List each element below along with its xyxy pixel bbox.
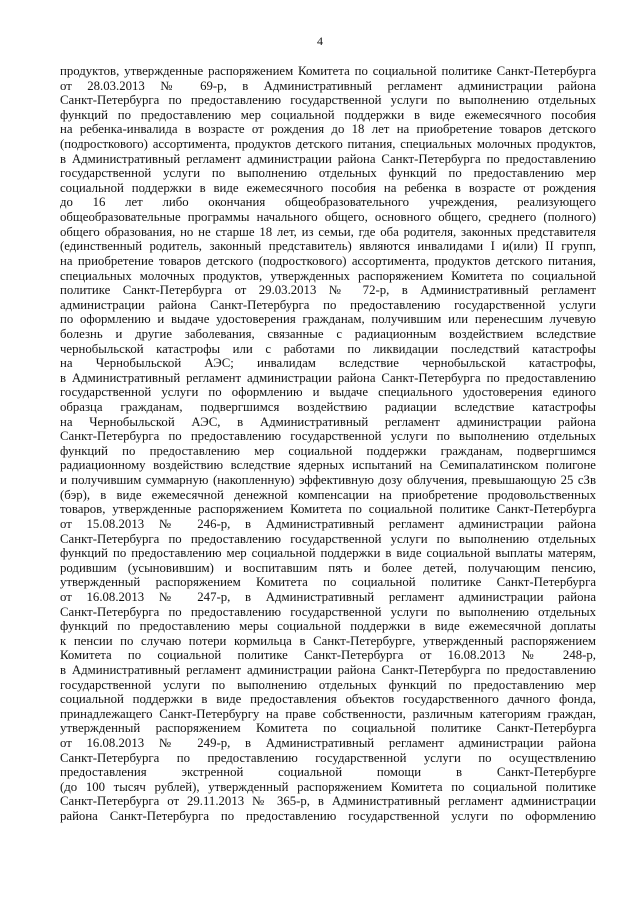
text-line: от 15.08.2013 № 246-р, в Административный регламент администрации района (60, 516, 596, 531)
text-line: (бэр), в виде ежемесячной денежной компенсации на приобретение продовольственных (60, 487, 596, 502)
text-line: на Чернобыльской АЭС; инвалидам вследствие чернобыльской катастрофы, (60, 356, 596, 371)
text-line: государственной услуги по оформлению и выдаче специального удостоверения единого (60, 385, 596, 400)
text-line: социальной поддержки в виде предоставления объектов государственного дачного фонда, (60, 692, 596, 707)
text-line: функций по предоставлению меры социальной поддержки в виде ежемесячной доплаты (60, 619, 596, 634)
text-line: и получившим суммарную (накопленную) эффективную дозу облучения, превышающую 25 сЗв (60, 473, 596, 488)
text-line: Комитета по социальной политике Санкт-Петербурга от 16.08.2013 № 248-р, (60, 648, 596, 663)
text-line: функций по предоставлению мер социальной поддержки в виде ежемесячного пособия (60, 107, 596, 122)
body-text (60, 64, 596, 824)
text-line: от 28.03.2013 № 69-р, в Административный регламент администрации района (60, 78, 596, 93)
page-number: 4 (317, 34, 323, 48)
text-line: предоставления экстренной социальной помощи в Санкт-Петербурге (60, 765, 596, 780)
text-line: специальных молочных продуктов, утвержденных распоряжением Комитета по социальной (60, 268, 596, 283)
text-line: родившим (усыновившим) и воспитавшим пять и более детей, получающим пенсию, (60, 560, 596, 575)
text-line: (до 100 тысяч рублей), утвержденный распоряжением Комитета по социальной политике (60, 779, 596, 794)
text-line: администрации района Санкт-Петербурга по предоставлению государственной услуги (60, 297, 596, 312)
text-line: на приобретение товаров детского (подросткового) ассортимента, продуктов детского питания, (60, 253, 596, 268)
text-line: продуктов, утвержденные распоряжением Комитета по социальной политике Санкт-Петербурга (60, 64, 596, 78)
text-line: по оформлению и выдаче удостоверения гражданам, получившим или перенесшим лучевую (60, 312, 596, 327)
text-line: государственной услуги по выполнению отдельных функций по предоставлению мер (60, 677, 596, 692)
text-line: принадлежащего Санкт-Петербургу на праве собственности, различным категориям граждан, (60, 706, 596, 721)
text-line: товаров, утвержденные распоряжением Комитета по социальной политике Санкт-Петербурга (60, 502, 596, 517)
text-line: социальной поддержки в виде ежемесячного пособия на ребенка в возрасте от рождения (60, 180, 596, 195)
text-line: общеобразовательные программы начального общего, основного общего, среднего (полного) (60, 210, 596, 225)
text-line: района Санкт-Петербурга по предоставлению государственной услуги по оформлению (60, 809, 596, 824)
text-line: Санкт-Петербурга по предоставлению государственной услуги по выполнению отдельных (60, 604, 596, 619)
text-line: Санкт-Петербурга по предоставлению государственной услуги по выполнению отдельных (60, 531, 596, 546)
text-line: общего образования, но не старше 18 лет, из семьи, где оба родителя, законных представителя (60, 224, 596, 239)
text-line: (единственный родитель, законный представитель) являются инвалидами I и(или) II групп, (60, 239, 596, 254)
text-line: утвержденный распоряжением Комитета по социальной политике Санкт-Петербурга (60, 721, 596, 736)
text-line: радиационному воздействию вследствие ядерных испытаний на Семипалатинском полигоне (60, 458, 596, 473)
text-line: Санкт-Петербурга по предоставлению государственной услуги по выполнению отдельных (60, 429, 596, 444)
text-line: в Административный регламент администрации района Санкт-Петербурга по предоставлению (60, 662, 596, 677)
text-line: на Чернобыльской АЭС, в Административный регламент администрации района (60, 414, 596, 429)
text-line: политике Санкт-Петербурга от 29.03.2013 № 72-р, в Административный регламент (60, 283, 596, 298)
text-line: в Административный регламент администрации района Санкт-Петербурга по предоставлению (60, 370, 596, 385)
text-line: Санкт-Петербурга по предоставлению государственной услуги по выполнению отдельных (60, 93, 596, 108)
text-line: функций по предоставлению мер социальной поддержки в виде социальной выплаты матерям, (60, 546, 596, 561)
text-line: от 16.08.2013 № 249-р, в Административный регламент администрации района (60, 736, 596, 751)
text-line: до 16 лет либо окончания общеобразовательного учреждения, реализующего (60, 195, 596, 210)
text-line: на ребенка-инвалида в возрасте от рождения до 18 лет на приобретение товаров детского (60, 122, 596, 137)
text-line: образца гражданам, подвергшимся воздействию радиации вследствие катастрофы (60, 400, 596, 415)
text-line: в Административный регламент администрации района Санкт-Петербурга по предоставлению (60, 151, 596, 166)
text-line: Санкт-Петербурга от 29.11.2013 № 365-р, в Административный регламент администрации (60, 794, 596, 809)
text-line: государственной услуги по выполнению отдельных функций по предоставлению мер (60, 166, 596, 181)
text-line: чернобыльской катастрофы или с работами по ликвидации последствий катастрофы (60, 341, 596, 356)
text-line: от 16.08.2013 № 247-р, в Административный регламент администрации района (60, 589, 596, 604)
text-line: болезнь и другие заболевания, связанные с радиационным воздействием вследствие (60, 326, 596, 341)
text-line: к пенсии по случаю потери кормильца в Санкт-Петербурге, утвержденный распоряжением (60, 633, 596, 648)
text-line: утвержденный распоряжением Комитета по социальной политике Санкт-Петербурга (60, 575, 596, 590)
text-line: функций по предоставлению мер социальной поддержки гражданам, подвергшимся (60, 443, 596, 458)
text-line: Санкт-Петербурга по предоставлению государственной услуги по осуществлению (60, 750, 596, 765)
text-line: (подросткового) ассортимента, продуктов детского питания, специальных молочных продуктов, (60, 137, 596, 152)
